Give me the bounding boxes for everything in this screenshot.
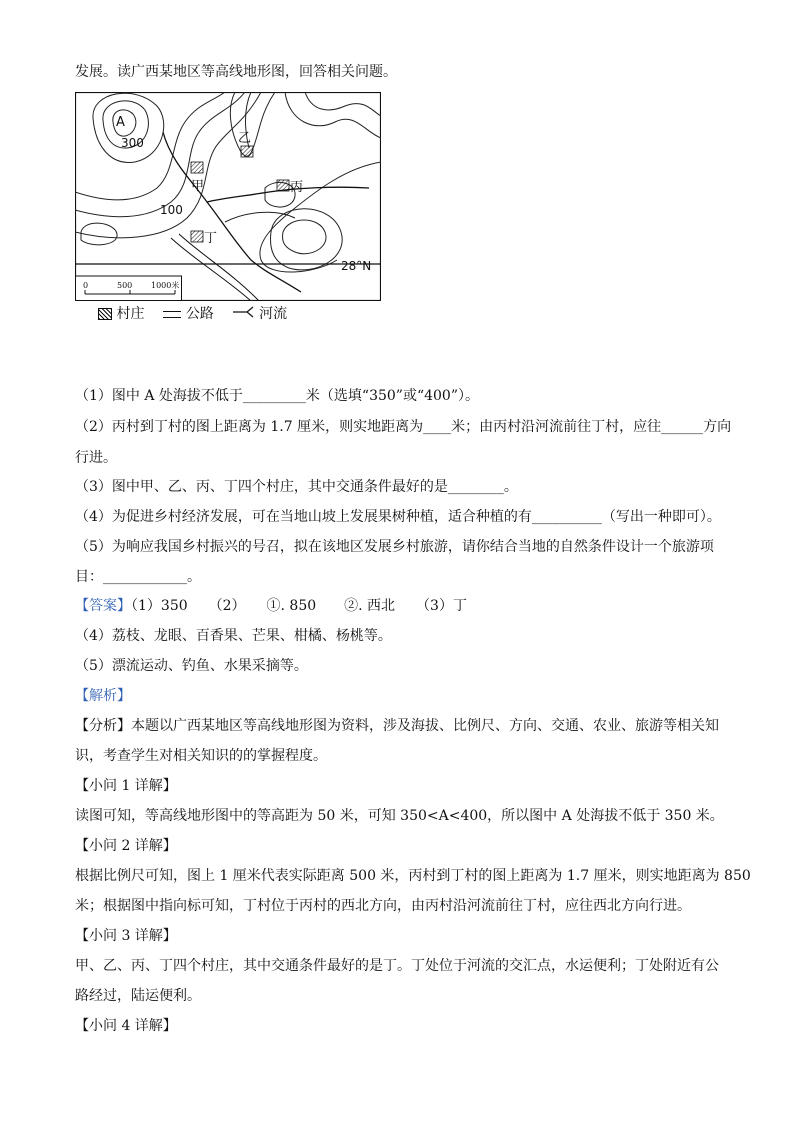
village-yi [241, 146, 253, 157]
village-legend-icon [98, 308, 112, 320]
village-bing [277, 180, 289, 191]
contour-south-loop [283, 220, 327, 254]
label-lat: 28°N [341, 259, 372, 273]
river-legend-icon [233, 304, 255, 324]
question-5-line-2: 目：____________。 [75, 569, 201, 585]
question-5-line-1: （5）为响应我国乡村振兴的号召，拟在该地区发展乡村旅游，请你结合当地的自然条件设计一个旅游项 [75, 539, 714, 555]
answer-3: （5）漂流运动、钓鱼、水果采摘等。 [75, 658, 308, 674]
analysis-tag: 【解析】 [75, 688, 131, 704]
scale-0: 0 [83, 281, 89, 290]
road-edge [179, 234, 259, 301]
answer-line-1 [75, 596, 467, 616]
road-legend-icon [163, 311, 181, 318]
contour-right-2 [305, 92, 381, 116]
sub-question-3-title: 【小问 3 详解】 [75, 928, 177, 944]
label-yi: 乙 [238, 131, 252, 146]
sub-question-2-text-2: 米；根据图中指向标可知，丁村位于丙村的西北方向，由丙村沿河流前往丁村，应往西北方向行进。 [75, 898, 691, 914]
sub-question-1-title: 【小问 1 详解】 [75, 778, 177, 794]
scale-1000: 1000米 [151, 281, 180, 290]
legend-river: 河流 [259, 306, 288, 322]
legend-road: 公路 [185, 306, 214, 322]
label-100: 100 [160, 203, 183, 217]
sub-question-3-text-2: 路经过，陆运便利。 [75, 988, 201, 1004]
sub-question-3-text-1: 甲、乙、丙、丁四个村庄，其中交通条件最好的是丁。丁处位于河流的交汇点，水运便利；丁处附近有公 [75, 958, 719, 974]
label-jia: 甲 [191, 179, 205, 194]
intro-text: 发展。读广西某地区等高线地形图，回答相关问题。 [75, 64, 397, 80]
scale-500: 500 [117, 281, 133, 290]
sub-question-1-text: 读图可知，等高线地形图中的等高距为 50 米，可知 350<A<400，所以图中 A 处海拔不低于 350 米。 [75, 808, 724, 824]
answer-1: （1）350 （2） ①. 850 ②. 西北 （3）丁 [131, 598, 467, 614]
river [163, 132, 304, 292]
label-bing: 丙 [290, 180, 304, 195]
contour-right-1 [285, 92, 381, 138]
question-2-line-1: （2）丙村到丁村的图上距离为 1.7 厘米，则实地距离为____米；由丙村沿河流前往丁村，应往______方向 [75, 419, 732, 435]
question-1: （1）图中 A 处海拔不低于_________米（选填“350”或“400”）。 [75, 388, 479, 404]
legend-village: 村庄 [116, 306, 145, 322]
answer-2: （4）荔枝、龙眼、百香果、芒果、柑橘、杨桃等。 [75, 628, 392, 644]
village-ding [191, 231, 203, 242]
village-jia [191, 162, 203, 173]
sub-question-2-text-1: 根据比例尺可知，图上 1 厘米代表实际距离 500 米，丙村到丁村的图上距离为 1.7 厘米，则实地距离为 850 [75, 868, 751, 884]
label-300: 300 [121, 136, 144, 150]
label-ding: 丁 [204, 231, 218, 246]
fenxi-line-2: 识，考查学生对相关知识的的掌握程度。 [75, 748, 327, 764]
contour-map [75, 92, 381, 301]
fenxi-line-1: 【分析】本题以广西某地区等高线地形图为资料，涉及海拔、比例尺、方向、交通、农业、旅游等相关知 [75, 718, 719, 734]
contour-south-outer [271, 209, 343, 270]
contour-west-loop [81, 223, 117, 245]
question-4: （4）为促进乡村经济发展，可在当地山坡上发展果树种植，适合种植的有__________（写出一种即可）。 [75, 509, 721, 525]
map-legend [98, 304, 287, 324]
question-2-line-2: 行进。 [75, 450, 117, 466]
answer-tag: 【答案】 [75, 598, 131, 614]
sub-question-2-title: 【小问 2 详解】 [75, 838, 177, 854]
label-peak: A [116, 115, 125, 130]
contour-right-3 [260, 162, 381, 272]
question-3: （3）图中甲、乙、丙、丁四个村庄，其中交通条件最好的是________。 [75, 479, 518, 495]
road [171, 238, 251, 301]
sub-question-4-title: 【小问 4 详解】 [75, 1018, 177, 1034]
